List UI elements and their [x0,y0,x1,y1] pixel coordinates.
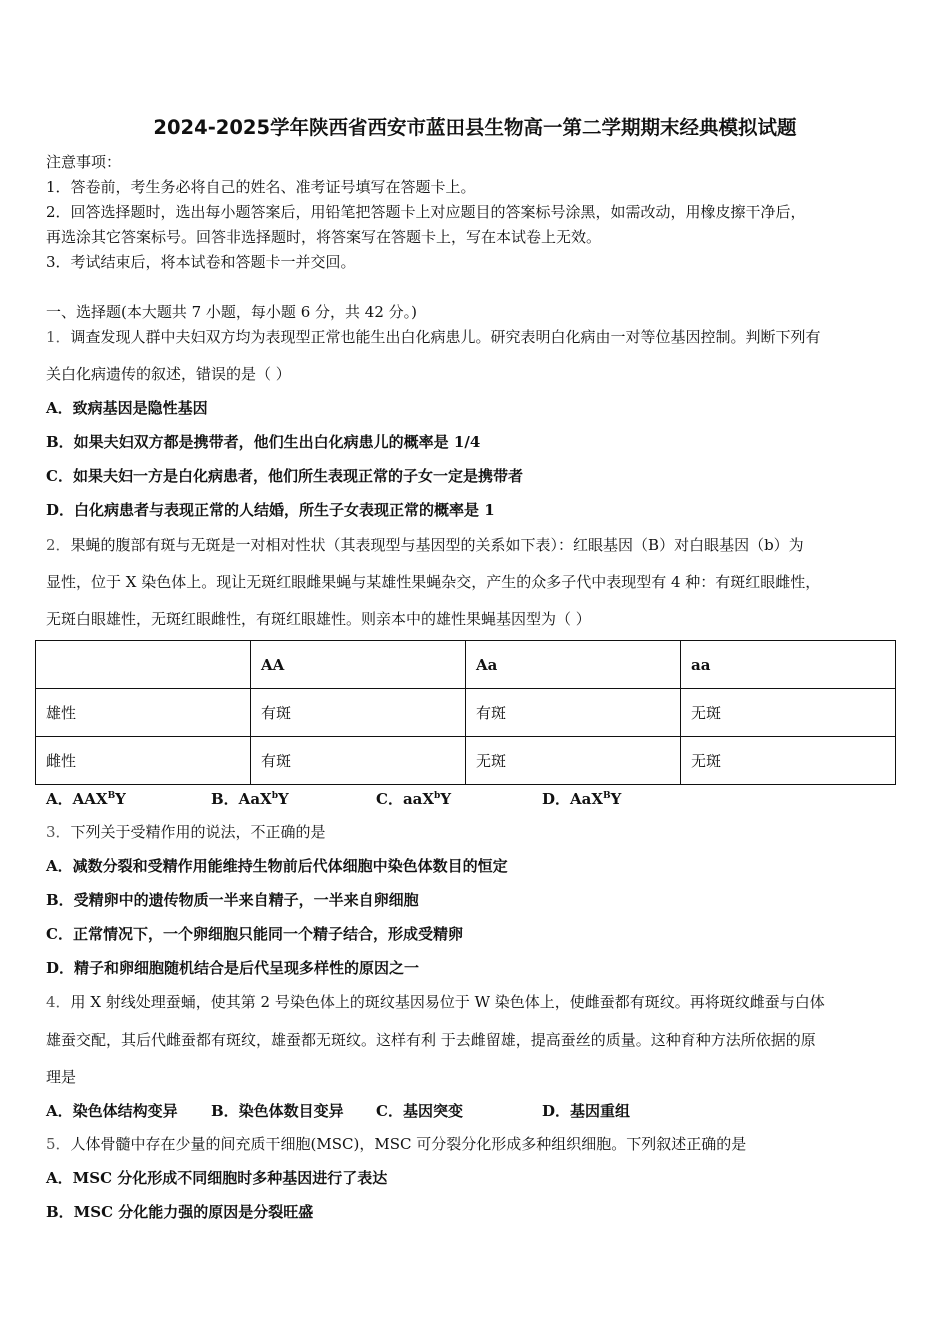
table-cell: aa [681,641,896,689]
q3-option-b: B．受精卵中的遗传物质一半来自精子，一半来自卵细胞 [46,891,419,909]
question-3-stem [46,822,326,842]
question-number: 2． [46,536,71,554]
notice-heading: 注意事项： [46,153,122,171]
q2-option-d [542,788,621,809]
q5-option-a: A．MSC 分化形成不同细胞时多种基因进行了表达 [46,1169,388,1187]
table-cell: Aa [466,641,681,689]
table-cell: 有斑 [251,737,466,785]
q2-option-a [46,788,126,809]
question-5-stem [46,1134,746,1154]
notice-item: 2．回答选择题时，选出每小题答案后，用铅笔把答题卡上对应题目的答案标号涂黑，如需改动，用橡皮擦干净后， [46,203,806,221]
q2-options [46,788,746,808]
q2-option-c [376,788,451,809]
q4-option-a: A．染色体结构变异 [46,1102,178,1120]
question-1-stem-cont: 关白化病遗传的叙述，错误的是（ ） [46,365,291,383]
q3-option-a: A．减数分裂和受精作用能维持生物前后代体细胞中染色体数目的恒定 [46,857,508,875]
q1-option-d: D．白化病患者与表现正常的人结婚，所生子女表现正常的概率是 1 [46,501,495,519]
table-cell: 雌性 [36,737,251,785]
q4-option-c: C．基因突变 [376,1102,463,1120]
q3-option-d: D．精子和卵细胞随机结合是后代呈现多样性的原因之一 [46,959,420,977]
option-label: C．aaX [376,790,435,808]
option-label: D．AaX [542,790,604,808]
q1-option-a: A．致病基因是隐性基因 [46,399,208,417]
question-4-stem-cont: 雄蚕交配，其后代雌蚕都有斑纹，雄蚕都无斑纹。这样有利 于去雌留雄，提高蚕丝的质量。这种育种方法所依据的原 [46,1031,816,1049]
question-text: 果蝇的腹部有斑与无斑是一对相对性状（其表现型与基因型的关系如下表）：红眼基因（B）对白眼基因（b）为 [70,536,804,554]
table-row [36,689,896,737]
option-superscript: B [107,791,116,801]
q3-option-c: C．正常情况下，一个卵细胞只能同一个精子结合，形成受精卵 [46,925,463,943]
table-row [36,737,896,785]
notice-item: 再选涂其它答案标号。回答非选择题时，将答案写在答题卡上，写在本试卷上无效。 [46,228,602,246]
question-2-stem-cont: 显性，位于 X 染色体上。现让无斑红眼雌果蝇与某雄性果蝇杂交，产生的众多子代中表现型有 4 种：有斑红眼雌性， [46,573,821,591]
option-label: Y [440,790,452,808]
question-2-stem-cont: 无斑白眼雄性，无斑红眼雌性，有斑红眼雄性。则亲本中的雄性果蝇基因型为（ ） [46,610,591,628]
q1-option-b: B．如果夫妇双方都是携带者，他们生出白化病患儿的概率是 1/4 [46,433,481,451]
q4-option-d: D．基因重组 [542,1102,631,1120]
table-cell: 有斑 [466,689,681,737]
q1-option-c: C．如果夫妇一方是白化病患者，他们所生表现正常的子女一定是携带者 [46,467,523,485]
q4-option-b: B．染色体数目变异 [211,1102,344,1120]
option-label: B．AaX [211,790,272,808]
option-label: A．AAX [46,790,108,808]
table-cell: AA [251,641,466,689]
option-superscript: b [434,791,441,801]
question-1-stem [46,327,821,347]
table-cell: 雄性 [36,689,251,737]
question-text: 人体骨髓中存在少量的间充质干细胞(MSC)，MSC 可分裂分化形成多种组织细胞。下列叙述正确的是 [70,1135,747,1153]
question-text: 下列关于受精作用的说法，不正确的是 [70,823,326,841]
question-number: 1． [46,328,71,346]
option-superscript: b [271,791,278,801]
table-cell [36,641,251,689]
q5-option-b: B．MSC 分化能力强的原因是分裂旺盛 [46,1203,314,1221]
q2-option-b [211,788,289,809]
question-4-stem-cont: 理是 [46,1068,77,1086]
table-cell: 无斑 [681,689,896,737]
question-text: 调查发现人群中夫妇双方均为表现型正常也能生出白化病患儿。研究表明白化病由一对等位基因控制。判断下列有 [70,328,821,346]
question-4-stem [46,992,825,1012]
table-header-row [36,641,896,689]
question-number: 5． [46,1135,71,1153]
notice-item: 1．答卷前，考生务必将自己的姓名、准考证号填写在答题卡上。 [46,178,476,196]
option-label: Y [277,790,289,808]
exam-title: 2024-2025学年陕西省西安市蓝田县生物高一第二学期期末经典模拟试题 [153,116,797,139]
question-number: 3． [46,823,71,841]
section-heading: 一、选择题(本大题共 7 小题，每小题 6 分，共 42 分。) [46,303,417,321]
question-text: 用 X 射线处理蚕蛹，使其第 2 号染色体上的斑纹基因易位于 W 染色体上，使雌蚕都有斑纹。再将斑纹雌蚕与白体 [70,993,825,1011]
table-cell: 有斑 [251,689,466,737]
question-number: 4． [46,993,71,1011]
table-cell: 无斑 [466,737,681,785]
option-label: Y [115,790,126,808]
option-superscript: B [603,791,611,801]
genotype-table [35,640,896,785]
question-2-stem [46,535,804,555]
table-cell: 无斑 [681,737,896,785]
option-label: Y [610,790,622,808]
q4-options [46,1100,746,1120]
notice-item: 3．考试结束后，将本试卷和答题卡一并交回。 [46,253,356,271]
